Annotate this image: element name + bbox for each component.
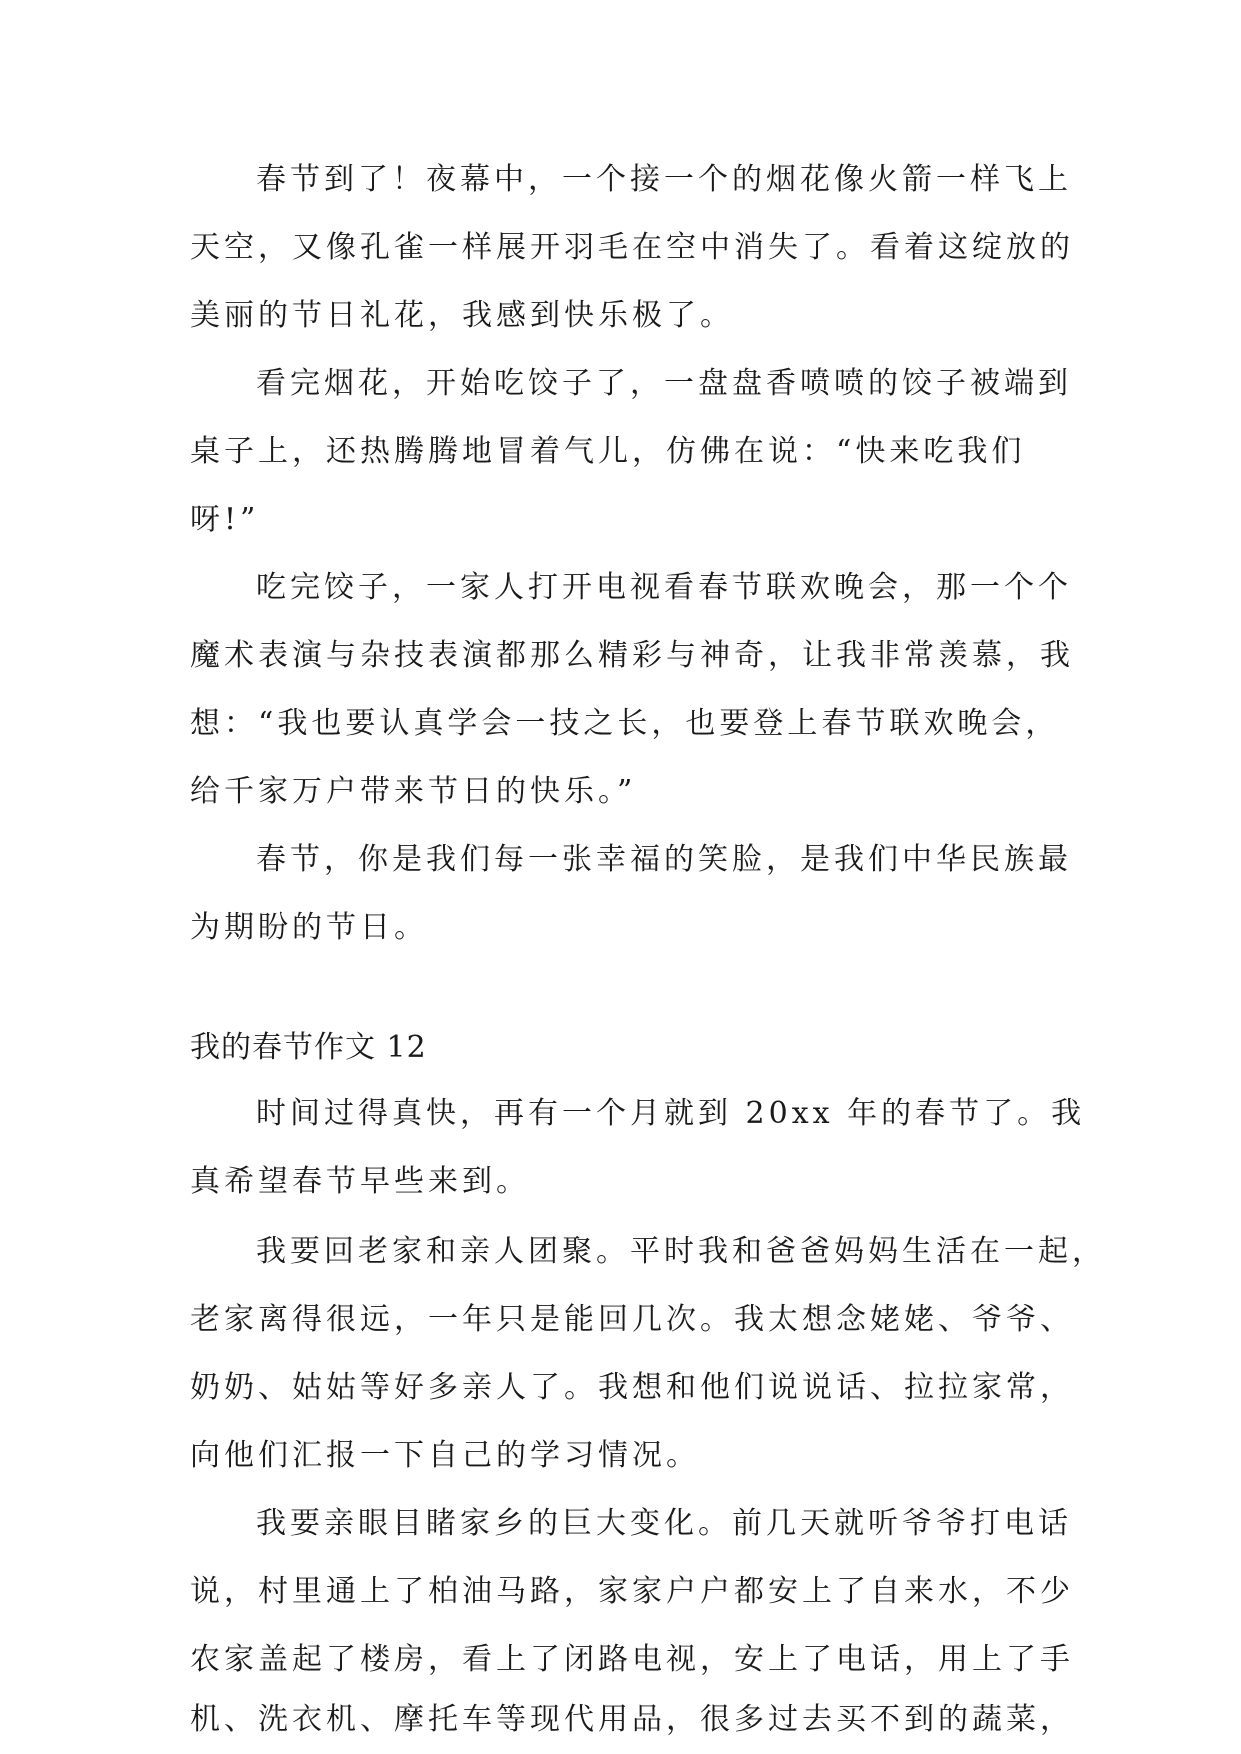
- paragraph-line: 为期盼的节日。: [190, 910, 428, 945]
- paragraph-line: 奶奶、姑姑等好多亲人了。我想和他们说说话、拉拉家常，: [190, 1370, 1074, 1405]
- paragraph-line: 向他们汇报一下自己的学习情况。: [190, 1438, 700, 1473]
- paragraph-line: 吃完饺子，一家人打开电视看春节联欢晚会，那一个个: [256, 570, 1072, 605]
- paragraph-line: 想：“我也要认真学会一技之长，也要登上春节联欢晚会，: [190, 706, 1060, 741]
- paragraph-line: 呀!”: [190, 502, 260, 537]
- paragraph-line: 农家盖起了楼房，看上了闭路电视，安上了电话，用上了手: [190, 1642, 1074, 1677]
- section-title: 我的春节作文 12: [190, 1030, 427, 1065]
- paragraph-line: 机、洗衣机、摩托车等现代用品，很多过去买不到的蔬菜，: [190, 1702, 1074, 1737]
- paragraph-line: 春节到了！夜幕中，一个接一个的烟花像火箭一样飞上: [256, 162, 1072, 197]
- paragraph-line: 真希望春节早些来到。: [190, 1164, 530, 1199]
- paragraph-line: 我要亲眼目睹家乡的巨大变化。前几天就听爷爷打电话: [256, 1506, 1072, 1541]
- paragraph-line: 春节，你是我们每一张幸福的笑脸，是我们中华民族最: [256, 842, 1072, 877]
- paragraph-line: 老家离得很远，一年只是能回几次。我太想念姥姥、爷爷、: [190, 1302, 1074, 1337]
- paragraph-line: 天空，又像孔雀一样展开羽毛在空中消失了。看着这绽放的: [190, 230, 1074, 265]
- paragraph-line: 魔术表演与杂技表演都那么精彩与神奇，让我非常羡慕，我: [190, 638, 1074, 673]
- paragraph-line: 时间过得真快，再有一个月就到 20xx 年的春节了。我: [256, 1096, 1086, 1131]
- paragraph-line: 桌子上，还热腾腾地冒着气儿，仿佛在说：“快来吃我们: [190, 434, 1026, 469]
- paragraph-line: 给千家万户带来节日的快乐。”: [190, 774, 637, 809]
- paragraph-line: 说，村里通上了柏油马路，家家户户都安上了自来水，不少: [190, 1574, 1074, 1609]
- paragraph-line: 看完烟花，开始吃饺子了，一盘盘香喷喷的饺子被端到: [256, 366, 1072, 401]
- paragraph-line: 美丽的节日礼花，我感到快乐极了。: [190, 298, 734, 333]
- paragraph-line: 我要回老家和亲人团聚。平时我和爸爸妈妈生活在一起，: [256, 1234, 1106, 1269]
